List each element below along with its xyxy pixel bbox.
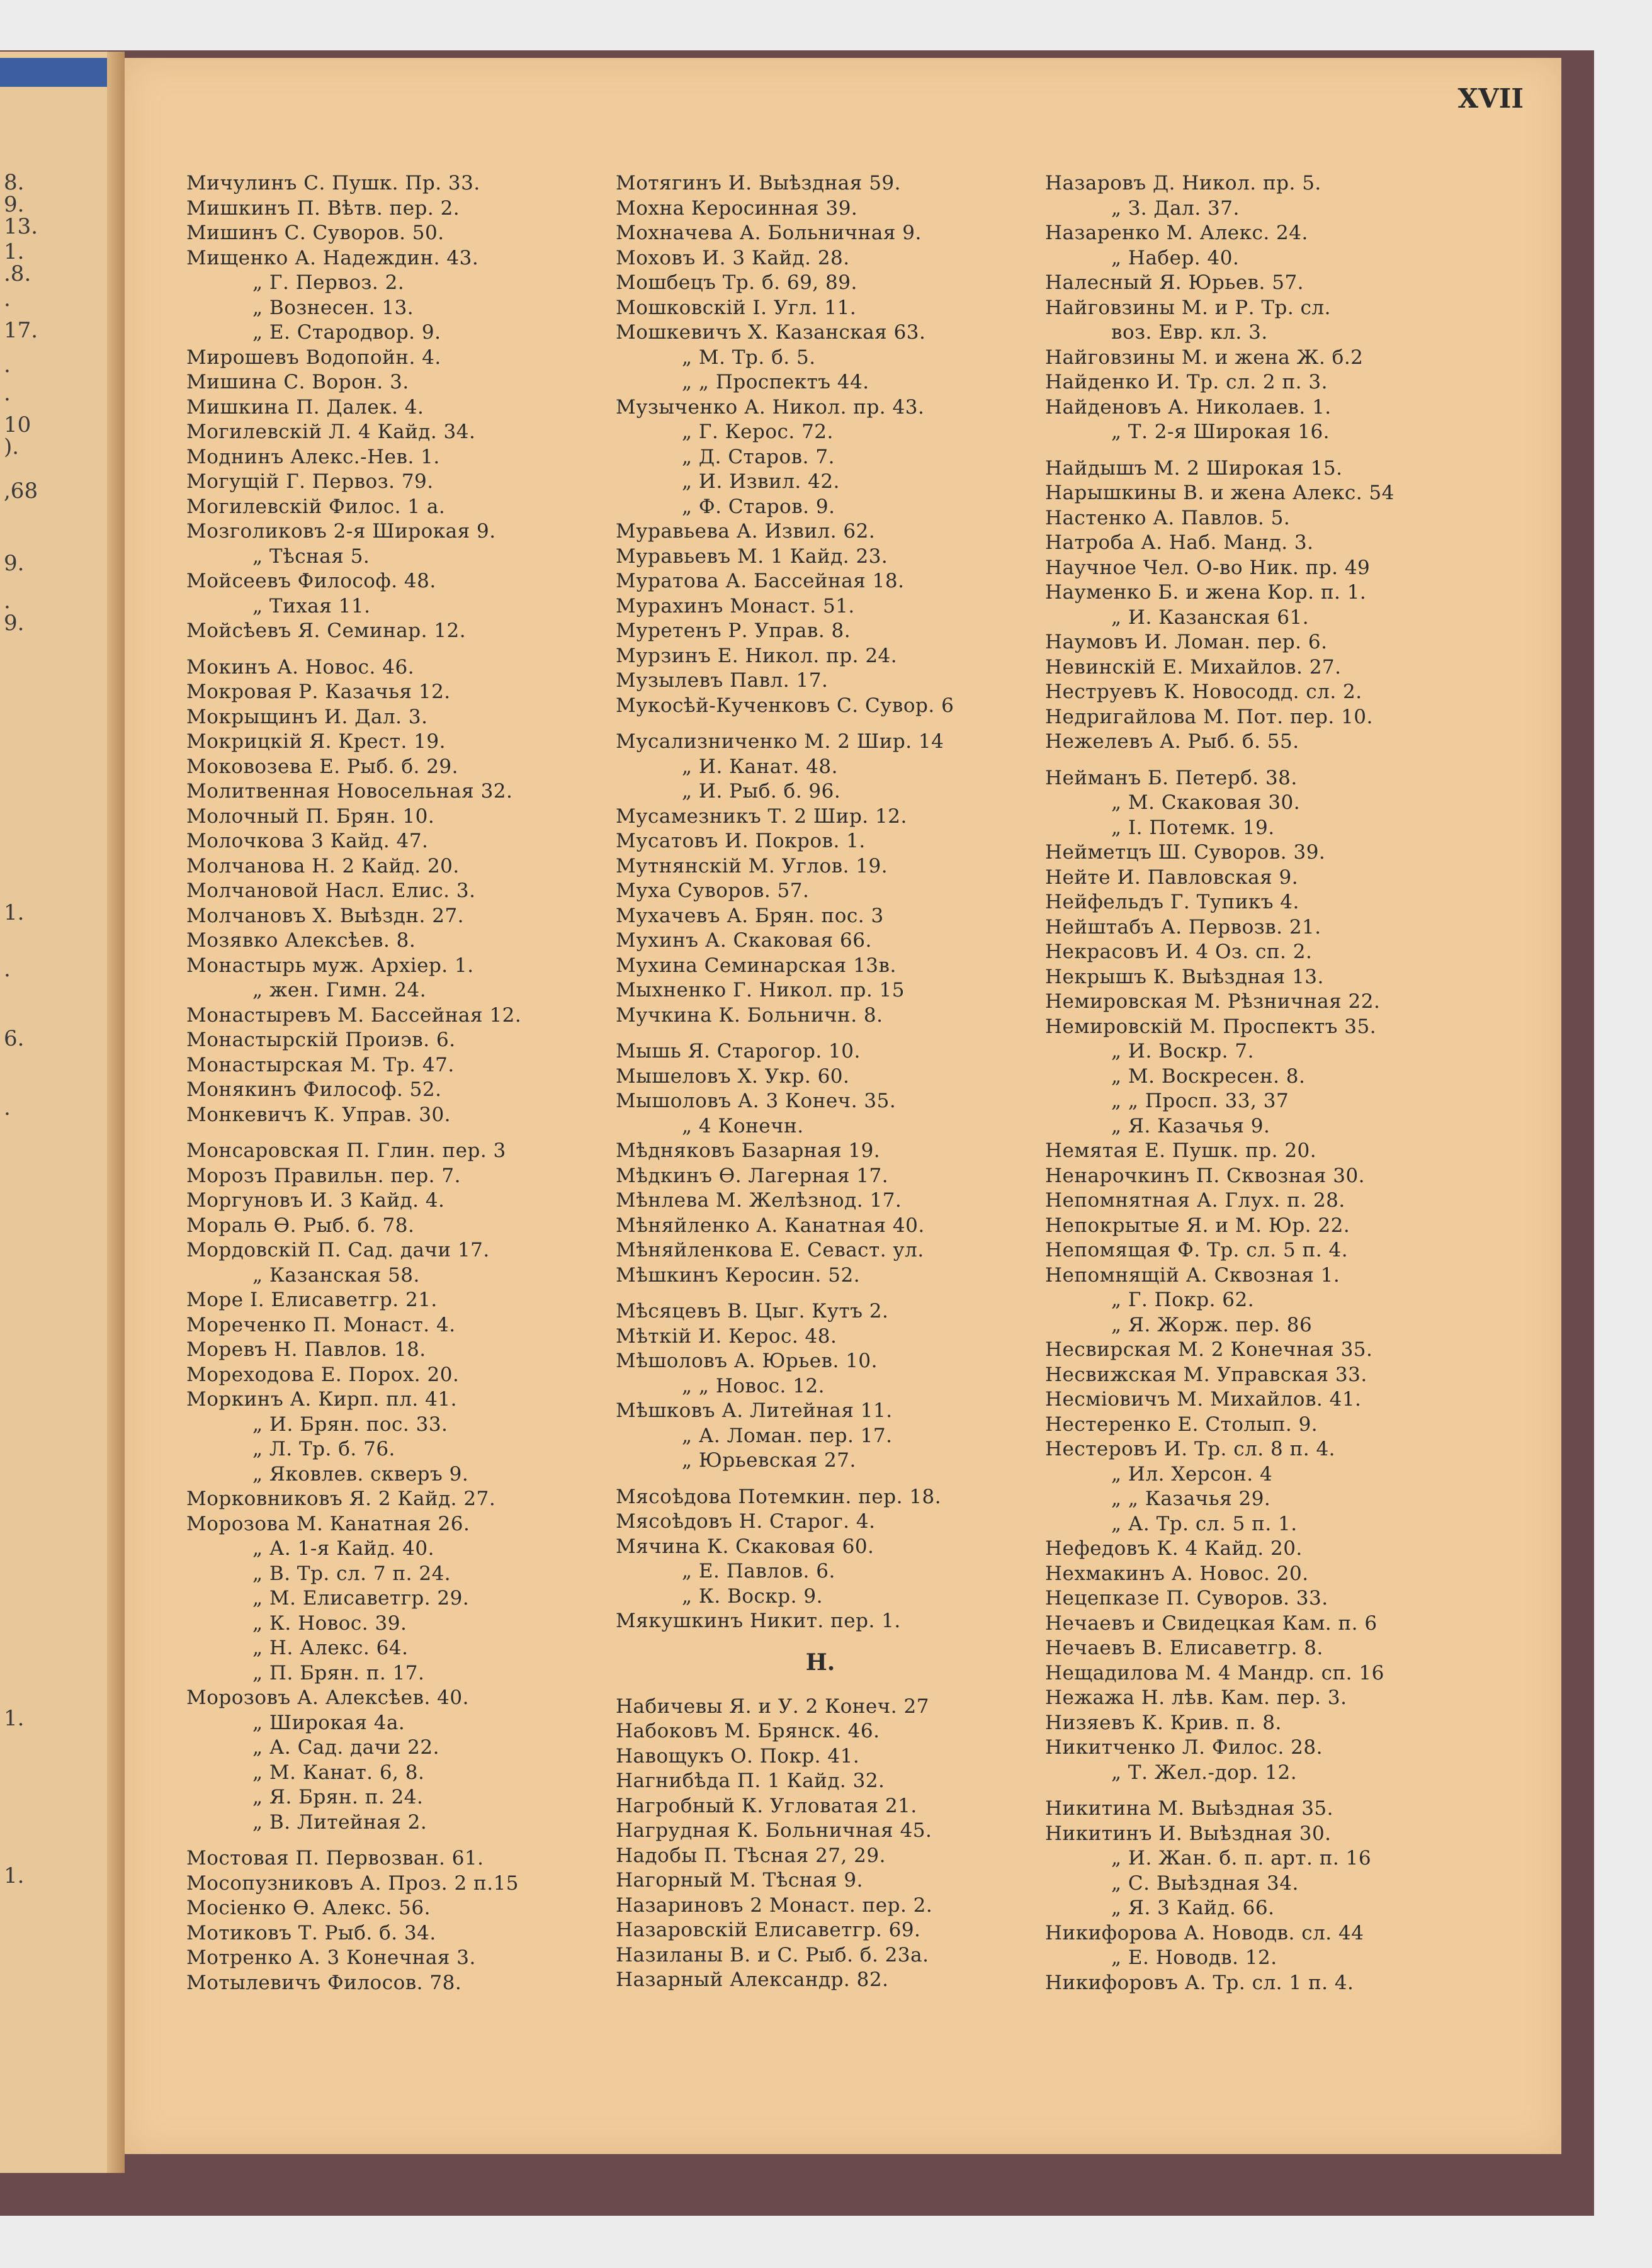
directory-entry: Нейштабъ А. Первозв. 21. <box>1045 915 1321 939</box>
directory-entry: Муретенъ Р. Управ. 8. <box>616 619 851 642</box>
directory-subentry: „ Казанская 58. <box>252 1263 420 1287</box>
directory-entry: Науменко Б. и жена Кор. п. 1. <box>1045 581 1367 604</box>
directory-entry: Морковниковъ Я. 2 Кайд. 27. <box>186 1487 496 1510</box>
directory-entry: Мотиковъ Т. Рыб. б. 34. <box>186 1921 436 1944</box>
directory-subentry: „ Е. Стародвор. 9. <box>252 321 441 344</box>
directory-subentry: „ И. Рыб. б. 96. <box>682 780 841 803</box>
directory-entry: Мишкинъ П. Вѣтв. пер. 2. <box>186 196 460 220</box>
previous-page-fragment: . <box>4 353 11 378</box>
directory-entry: Молочкова 3 Кайд. 47. <box>186 830 429 852</box>
directory-entry: Мореходова Е. Порох. 20. <box>186 1363 460 1386</box>
directory-entry: Моргуновъ И. 3 Кайд. 4. <box>186 1189 445 1212</box>
directory-entry: Мышеловъ Х. Укр. 60. <box>616 1064 850 1088</box>
directory-entry: Мошбецъ Тр. б. 69, 89. <box>616 271 857 294</box>
directory-entry: Монастырь муж. Архіер. 1. <box>186 954 474 977</box>
directory-entry: Мореченко П. Монаст. 4. <box>186 1313 456 1336</box>
directory-entry: Молчановой Насл. Елис. 3. <box>186 879 476 902</box>
directory-entry: Никитина М. Выѣздная 35. <box>1045 1797 1333 1820</box>
previous-page-fragment: 10 <box>4 412 31 437</box>
directory-subentry: „ Г. Покр. 62. <box>1111 1289 1255 1311</box>
previous-page-fragment: 17. <box>4 318 38 343</box>
directory-entry: Мишкина П. Далек. 4. <box>186 395 424 419</box>
directory-entry: Назаровскій Елисаветгр. 69. <box>616 1919 921 1941</box>
directory-subentry: „ жен. Гимн. 24. <box>252 979 427 1001</box>
directory-subentry: „ И. Казанская 61. <box>1111 606 1310 629</box>
directory-entry: Нагробный К. Угловатая 21. <box>616 1794 917 1817</box>
directory-entry: Муратова А. Бассейная 18. <box>616 570 905 592</box>
directory-subentry: „ М. Тр. б. 5. <box>682 346 816 369</box>
directory-entry: Нарышкины В. и жена Алекс. 54 <box>1045 482 1395 504</box>
directory-subentry: „ М. Воскресен. 8. <box>1111 1064 1306 1088</box>
book-spine <box>107 52 125 2173</box>
directory-entry: Мѣшкинъ Керосин. 52. <box>616 1263 861 1287</box>
previous-page-fragment: 1. <box>4 900 25 925</box>
directory-entry: Неструевъ К. Новосодд. сл. 2. <box>1045 680 1362 703</box>
directory-entry: Найговзины М. и Р. Тр. сл. <box>1045 296 1331 319</box>
directory-entry: Молчанова Н. 2 Кайд. 20. <box>186 854 460 877</box>
directory-entry: Мѣняйленко А. Канатная 40. <box>616 1214 925 1237</box>
directory-entry: Недригайлова М. Пот. пер. 10. <box>1045 705 1373 728</box>
directory-entry: Моковозева Е. Рыб. б. 29. <box>186 755 459 778</box>
directory-entry: Мѣняйленкова Е. Севаст. ул. <box>616 1239 924 1261</box>
directory-entry: Научное Чел. О-во Ник. пр. 49 <box>1045 556 1371 579</box>
directory-entry: Монастыревъ М. Бассейная 12. <box>186 1003 522 1027</box>
directory-subentry: „ Я. Брян. п. 24. <box>252 1786 424 1808</box>
directory-entry: Несвирская М. 2 Конечная 35. <box>1045 1338 1373 1361</box>
directory-entry: Нечаевъ и Свидецкая Кам. п. 6 <box>1045 1611 1378 1635</box>
directory-subentry: „ „ Казачья 29. <box>1111 1487 1271 1510</box>
previous-page-fragment: ,68 <box>4 478 38 504</box>
column-1 <box>186 171 589 1995</box>
directory-subentry: „ „ Просп. 33, 37 <box>1111 1090 1289 1112</box>
directory-entry: Нехмакинъ А. Новос. 20. <box>1045 1562 1309 1585</box>
directory-entry: Нестеровъ И. Тр. сл. 8 п. 4. <box>1045 1438 1336 1460</box>
directory-entry: Мокрицкій Я. Крест. 19. <box>186 730 446 753</box>
directory-entry: Низяевъ К. Крив. п. 8. <box>1045 1711 1282 1734</box>
directory-entry: Мосопузниковъ А. Проз. 2 п.15 <box>186 1871 519 1895</box>
directory-subentry: „ С. Выѣздная 34. <box>1111 1871 1299 1895</box>
directory-entry: Молитвенная Новосельная 32. <box>186 780 513 803</box>
directory-subentry: „ Е. Павлов. 6. <box>682 1560 835 1583</box>
directory-subentry: „ И. Брян. пос. 33. <box>252 1413 448 1436</box>
directory-entry: Мораль Ө. Рыб. б. 78. <box>186 1214 415 1237</box>
directory-subentry: „ К. Воскр. 9. <box>682 1584 823 1608</box>
previous-page-edge <box>0 52 121 2173</box>
directory-subentry: „ Т. Жел.-дор. 12. <box>1111 1761 1298 1784</box>
directory-entry: Море І. Елисаветгр. 21. <box>186 1289 438 1311</box>
directory-entry: Нейметцъ Ш. Суворов. 39. <box>1045 841 1326 864</box>
directory-entry: Мучкина К. Больничн. 8. <box>616 1003 883 1027</box>
directory-entry: Навощукъ О. Покр. 41. <box>616 1744 860 1768</box>
directory-entry: Мокинъ А. Новос. 46. <box>186 655 415 679</box>
directory-entry: Надобы П. Тѣсная 27, 29. <box>616 1844 886 1867</box>
directory-entry: Мусатовъ И. Покров. 1. <box>616 830 866 852</box>
directory-subentry: „ Г. Первоз. 2. <box>252 271 405 294</box>
directory-entry: Набичевы Я. и У. 2 Конеч. 27 <box>616 1695 929 1718</box>
directory-entry: Найденко И. Тр. сл. 2 п. 3. <box>1045 371 1328 393</box>
directory-entry: Нейте И. Павловская 9. <box>1045 866 1299 889</box>
directory-entry: Мышоловъ А. 3 Конеч. 35. <box>616 1090 897 1112</box>
directory-entry: Мишина С. Ворон. 3. <box>186 371 409 393</box>
directory-entry: Набоковъ М. Брянск. 46. <box>616 1720 880 1742</box>
directory-subentry: „ „ Новос. 12. <box>682 1374 825 1397</box>
directory-subentry: „ 4 Конечн. <box>682 1114 804 1137</box>
directory-subentry: „ Яковлев. скверъ 9. <box>252 1462 469 1486</box>
directory-subentry: „ Е. Новодв. 12. <box>1111 1946 1277 1969</box>
directory-entry: Муха Суворов. 57. <box>616 879 810 902</box>
previous-page-fragment: 1. <box>4 239 25 264</box>
previous-page-fragment: 1. <box>4 1863 25 1888</box>
directory-subentry: „ И. Жан. б. п. арт. п. 16 <box>1111 1847 1372 1870</box>
page-number: XVII <box>1457 83 1524 114</box>
directory-entry: Могилевскій Л. 4 Кайд. 34. <box>186 420 476 443</box>
previous-page-fragment: . <box>4 381 11 406</box>
directory-entry: Нагрудная К. Больничная 45. <box>616 1819 932 1842</box>
directory-entry: Мотылевичъ Филосов. 78. <box>186 1971 462 1994</box>
directory-entry: Никифорова А. Новодв. сл. 44 <box>1045 1921 1364 1944</box>
directory-entry: Налесный Я. Юрьев. 57. <box>1045 271 1304 294</box>
directory-subentry: „ Ф. Старов. 9. <box>682 495 835 518</box>
directory-subentry: „ Т. 2-я Широкая 16. <box>1111 420 1330 443</box>
directory-subentry: „ Юрьевская 27. <box>682 1449 856 1472</box>
directory-entry: Морозова М. Канатная 26. <box>186 1512 470 1535</box>
directory-entry: Мозголиковъ 2-я Широкая 9. <box>186 520 496 543</box>
directory-entry: Музыченко А. Никол. пр. 43. <box>616 395 925 419</box>
directory-entry: Настенко А. Павлов. 5. <box>1045 506 1291 529</box>
directory-entry: Назиланы В. и С. Рыб. б. 23а. <box>616 1943 929 1966</box>
directory-entry: Никифоровъ А. Тр. сл. 1 п. 4. <box>1045 1971 1354 1994</box>
letter-heading: Н. <box>805 1649 835 1676</box>
directory-subentry: „ Набер. 40. <box>1111 246 1240 269</box>
directory-entry: Мѣдкинъ Ө. Лагерная 17. <box>616 1164 889 1187</box>
directory-subentry: „ Я. 3 Кайд. 66. <box>1111 1897 1275 1919</box>
column-3 <box>1045 171 1461 1995</box>
directory-entry: Непомящая Ф. Тр. сл. 5 п. 4. <box>1045 1239 1349 1261</box>
directory-entry: Мухачевъ А. Брян. пос. 3 <box>616 904 884 927</box>
directory-entry: Мозявко Алексѣев. 8. <box>186 929 416 952</box>
directory-page <box>125 58 1561 2154</box>
directory-subentry: „ А. Сад. дачи 22. <box>252 1736 439 1759</box>
directory-subentry: „ Я. Казачья 9. <box>1111 1114 1270 1137</box>
directory-entry: Ненарочкинъ П. Сквозная 30. <box>1045 1164 1366 1187</box>
directory-subentry: „ А. Ломан. пер. 17. <box>682 1424 893 1447</box>
directory-entry: Мищенко А. Надеждин. 43. <box>186 246 479 269</box>
directory-subentry: „ Д. Старов. 7. <box>682 445 835 468</box>
directory-entry: Музылевъ Павл. 17. <box>616 669 829 692</box>
directory-entry: Муравьевъ М. 1 Кайд. 23. <box>616 544 888 568</box>
directory-subentry: „ Н. Алекс. 64. <box>252 1637 409 1659</box>
directory-entry: Назаренко М. Алекс. 24. <box>1045 222 1308 244</box>
directory-entry: Нагнибѣда П. 1 Кайд. 32. <box>616 1769 885 1792</box>
directory-entry: Монастырская М. Тр. 47. <box>186 1053 455 1076</box>
directory-subentry: „ В. Литейная 2. <box>252 1810 427 1834</box>
directory-subentry: воз. Евр. кл. 3. <box>1111 321 1268 344</box>
previous-page-tab <box>0 58 120 87</box>
previous-page-fragment: . <box>4 286 11 312</box>
directory-entry: Нагорный М. Тѣсная 9. <box>616 1869 863 1892</box>
directory-entry: Морозовъ А. Алексѣев. 40. <box>186 1686 469 1709</box>
directory-subentry: „ И. Канат. 48. <box>682 755 838 778</box>
directory-subentry: „ І. Потемк. 19. <box>1111 816 1275 839</box>
directory-entry: Монсаровская П. Глин. пер. 3 <box>186 1139 506 1162</box>
directory-entry: Мусамезникъ Т. 2 Шир. 12. <box>616 804 907 828</box>
directory-entry: Моховъ И. 3 Кайд. 28. <box>616 246 850 269</box>
previous-page-fragment: 1. <box>4 1706 25 1731</box>
directory-entry: Мохначева А. Больничная 9. <box>616 222 922 244</box>
previous-page-fragment: . <box>4 957 11 982</box>
directory-entry: Мѣнлева М. Желѣзнод. 17. <box>616 1189 902 1212</box>
directory-subentry: „ Вознесен. 13. <box>252 296 414 319</box>
directory-entry: Молочный П. Брян. 10. <box>186 804 435 828</box>
directory-entry: Мѣсяцевъ В. Цыг. Кутъ 2. <box>616 1300 889 1323</box>
directory-entry: Мошкевичъ Х. Казанская 63. <box>616 321 926 344</box>
directory-entry: Никитченко Л. Филос. 28. <box>1045 1736 1323 1759</box>
directory-entry: Нещадилова М. 4 Мандр. сп. 16 <box>1045 1661 1384 1684</box>
directory-entry: Мойсеевъ Философ. 48. <box>186 570 436 592</box>
directory-entry: Мусализниченко М. 2 Шир. 14 <box>616 730 944 753</box>
directory-entry: Мокрыщинъ И. Дал. 3. <box>186 705 428 728</box>
directory-entry: Могилевскій Филос. 1 а. <box>186 495 446 518</box>
directory-entry: Некрышъ К. Выѣздная 13. <box>1045 965 1324 988</box>
directory-subentry: „ И. Воскр. 7. <box>1111 1040 1254 1063</box>
directory-entry: Мордовскій П. Сад. дачи 17. <box>186 1239 490 1261</box>
previous-page-fragment: 6. <box>4 1026 25 1051</box>
directory-entry: Мухина Семинарская 13в. <box>616 954 897 977</box>
directory-entry: Мухинъ А. Скаковая 66. <box>616 929 872 952</box>
directory-subentry: „ М. Елисаветгр. 29. <box>252 1587 470 1610</box>
directory-entry: Несміовичъ М. Михайлов. 41. <box>1045 1388 1362 1411</box>
directory-entry: Немировская М. Рѣзничная 22. <box>1045 990 1381 1013</box>
directory-entry: Мурзинъ Е. Никол. пр. 24. <box>616 644 898 667</box>
directory-subentry: „ „ Проспектъ 44. <box>682 371 869 393</box>
previous-page-fragment: .8. <box>4 261 31 286</box>
directory-entry: Мыхненко Г. Никол. пр. 15 <box>616 979 905 1001</box>
directory-entry: Мѣшоловъ А. Юрьев. 10. <box>616 1350 878 1372</box>
directory-entry: Натроба А. Наб. Манд. 3. <box>1045 531 1314 554</box>
directory-entry: Мѣткій И. Керос. 48. <box>616 1324 837 1348</box>
previous-page-fragment: . <box>4 1095 11 1120</box>
directory-entry: Мостовая П. Первозван. 61. <box>186 1847 484 1870</box>
directory-subentry: „ Тѣсная 5. <box>252 544 370 568</box>
directory-entry: Монякинъ Философ. 52. <box>186 1078 442 1101</box>
previous-page-fragment: 8. <box>4 170 25 195</box>
directory-entry: Мѣшковъ А. Литейная 11. <box>616 1399 893 1422</box>
column-2 <box>616 171 1025 1993</box>
directory-subentry: „ Я. Жорж. пер. 86 <box>1111 1313 1313 1336</box>
directory-subentry: „ П. Брян. п. 17. <box>252 1661 425 1684</box>
directory-entry: Могущій Г. Первоз. 79. <box>186 470 434 493</box>
directory-entry: Назаровъ Д. Никол. пр. 5. <box>1045 172 1321 195</box>
directory-entry: Мясоѣдова Потемкин. пер. 18. <box>616 1485 942 1508</box>
directory-entry: Нежелевъ А. Рыб. б. 55. <box>1045 730 1299 753</box>
directory-subentry: „ К. Новос. 39. <box>252 1611 407 1635</box>
directory-entry: Немировскій М. Проспектъ 35. <box>1045 1015 1377 1038</box>
directory-entry: Мутнянскій М. Углов. 19. <box>616 854 888 877</box>
directory-entry: Нецепказе П. Суворов. 33. <box>1045 1587 1328 1610</box>
directory-subentry: „ З. Дал. 37. <box>1111 196 1240 220</box>
directory-entry: Нефедовъ К. 4 Кайд. 20. <box>1045 1537 1303 1560</box>
directory-entry: Мышь Я. Старогор. 10. <box>616 1040 861 1063</box>
directory-entry: Несвижская М. Управская 33. <box>1045 1363 1367 1386</box>
directory-entry: Моркинъ А. Кирп. пл. 41. <box>186 1388 457 1411</box>
directory-subentry: „ Ил. Херсон. 4 <box>1111 1462 1273 1486</box>
directory-entry: Мичулинъ С. Пушк. Пр. 33. <box>186 172 480 195</box>
directory-entry: Нежажа Н. лѣв. Кам. пер. 3. <box>1045 1686 1347 1709</box>
directory-entry: Моревъ Н. Павлов. 18. <box>186 1338 426 1361</box>
directory-subentry: „ А. 1-я Кайд. 40. <box>252 1537 434 1560</box>
directory-entry: Моднинъ Алекс.-Нев. 1. <box>186 445 440 468</box>
directory-subentry: „ И. Извил. 42. <box>682 470 840 493</box>
directory-entry: Никитинъ И. Выѣздная 30. <box>1045 1822 1332 1845</box>
directory-entry: Назарный Александр. 82. <box>616 1968 889 1991</box>
directory-entry: Молчановъ Х. Выѣздн. 27. <box>186 904 465 927</box>
directory-entry: Нейфельдъ Г. Тупикъ 4. <box>1045 891 1299 913</box>
directory-entry: Мохна Керосинная 39. <box>616 196 858 220</box>
directory-entry: Мойсѣевъ Я. Семинар. 12. <box>186 619 467 642</box>
directory-entry: Непомнящій А. Сквозная 1. <box>1045 1263 1340 1287</box>
directory-subentry: „ А. Тр. сл. 5 п. 1. <box>1111 1512 1298 1535</box>
directory-entry: Мосіенко Ө. Алекс. 56. <box>186 1897 431 1919</box>
directory-entry: Непокрытые Я. и М. Юр. 22. <box>1045 1214 1350 1237</box>
directory-entry: Мотренко А. 3 Конечная 3. <box>186 1946 476 1969</box>
directory-entry: Нейманъ Б. Петерб. 38. <box>1045 766 1298 789</box>
directory-entry: Мукосѣй-Кученковъ С. Сувор. 6 <box>616 694 954 717</box>
directory-entry: Нечаевъ В. Елисаветгр. 8. <box>1045 1637 1323 1659</box>
directory-subentry: „ М. Скаковая 30. <box>1111 791 1301 814</box>
directory-entry: Мячина К. Скаковая 60. <box>616 1535 874 1558</box>
directory-entry: Морозъ Правильн. пер. 7. <box>186 1164 461 1187</box>
directory-entry: Монкевичъ К. Управ. 30. <box>186 1103 451 1126</box>
directory-subentry: „ Л. Тр. б. 76. <box>252 1438 395 1460</box>
directory-entry: Мишинъ С. Суворов. 50. <box>186 222 444 244</box>
previous-page-fragment: 13. <box>4 214 38 239</box>
directory-entry: Найдышъ М. 2 Широкая 15. <box>1045 456 1343 480</box>
directory-entry: Назариновъ 2 Монаст. пер. 2. <box>616 1893 933 1917</box>
directory-entry: Мѣдняковъ Базарная 19. <box>616 1139 881 1162</box>
directory-subentry: „ Г. Керос. 72. <box>682 420 834 443</box>
directory-entry: Найденовъ А. Николаев. 1. <box>1045 395 1332 419</box>
directory-entry: Наумовъ И. Ломан. пер. 6. <box>1045 631 1328 653</box>
previous-page-fragment: ). <box>4 434 20 460</box>
directory-entry: Мирошевъ Водопойн. 4. <box>186 346 441 369</box>
directory-entry: Найговзины М. и жена Ж. б.2 <box>1045 346 1364 369</box>
directory-entry: Мякушкинъ Никит. пер. 1. <box>616 1610 901 1632</box>
previous-page-fragment: 9. <box>4 551 25 576</box>
directory-entry: Мошковскій І. Угл. 11. <box>616 296 857 319</box>
directory-entry: Муравьева А. Извил. 62. <box>616 520 876 543</box>
previous-page-fragment: 9. <box>4 611 25 636</box>
directory-entry: Некрасовъ И. 4 Оз. сп. 2. <box>1045 940 1313 963</box>
previous-page-fragment: . <box>4 589 11 614</box>
directory-entry: Мурахинъ Монаст. 51. <box>616 594 855 618</box>
directory-entry: Мясоѣдовъ Н. Старог. 4. <box>616 1510 876 1533</box>
directory-entry: Монастырскій Проиэв. 6. <box>186 1029 456 1051</box>
directory-entry: Невинскій Е. Михайлов. 27. <box>1045 655 1342 679</box>
directory-subentry: „ Широкая 4а. <box>252 1711 405 1734</box>
previous-page-fragment: 9. <box>4 192 25 217</box>
directory-subentry: „ М. Канат. 6, 8. <box>252 1761 425 1784</box>
directory-entry: Непомнятная А. Глух. п. 28. <box>1045 1189 1345 1212</box>
directory-entry: Мотягинъ И. Выѣздная 59. <box>616 172 901 195</box>
directory-entry: Мокровая Р. Казачья 12. <box>186 680 451 703</box>
directory-subentry: „ Тихая 11. <box>252 594 371 618</box>
directory-entry: Нестеренко Е. Столып. 9. <box>1045 1413 1318 1436</box>
directory-subentry: „ В. Тр. сл. 7 п. 24. <box>252 1562 451 1585</box>
directory-entry: Немятая Е. Пушк. пр. 20. <box>1045 1139 1317 1162</box>
